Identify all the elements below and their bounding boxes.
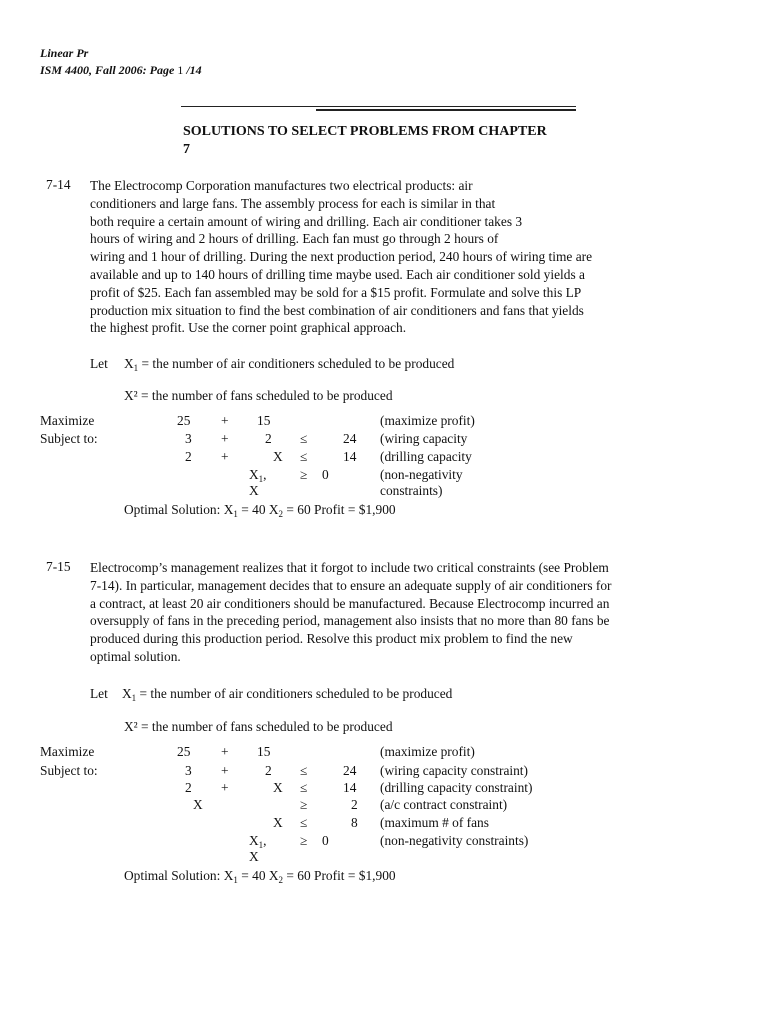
c3-comment-2: constraints) <box>380 483 443 498</box>
c2-coef-1: 2 <box>185 449 192 464</box>
c22-leq: ≤ <box>300 780 308 795</box>
x1-definition-2: $X_1$ = the number of air conditioners scheduled to be produced <box>122 686 453 703</box>
c21-coef-2: 2 <box>265 763 272 778</box>
let-prefix: Let <box>90 356 108 371</box>
obj-coef-1: 25 <box>177 413 191 428</box>
c3-var: $X_1$, <box>249 467 267 484</box>
obj-comment: (maximize profit) <box>380 413 475 428</box>
subject-to-label-2: Subject to: <box>40 763 98 778</box>
c23-comment: (a/c contract constraint) <box>380 797 508 812</box>
c3-comment: (non-negativity <box>380 467 463 482</box>
c25-var-2: X <box>249 849 259 864</box>
c25-rhs: 0 <box>322 833 329 848</box>
optimal-solution-7-15: Optimal Solution: $X_1 = 40$ $X_2 = 60$ Profit = $1,900 <box>124 868 396 885</box>
c22-rhs: 14 <box>343 780 357 795</box>
c2-plus: + <box>221 449 229 464</box>
c3-clip <box>240 465 500 498</box>
c22-coef-1: 2 <box>185 780 192 795</box>
problem-number-7-15: 7-15 <box>46 559 71 574</box>
maximize-label-2: Maximize <box>40 744 95 759</box>
obj2-plus: + <box>221 744 229 759</box>
c2-leq: ≤ <box>300 449 308 464</box>
c3-var-2: X <box>249 483 259 498</box>
obj2-comment: (maximize profit) <box>380 744 475 759</box>
c22-plus: + <box>221 780 229 795</box>
obj2-coef-2: 15 <box>257 744 271 759</box>
c3-rhs: 0 <box>322 467 329 482</box>
optimal-solution-7-14: Optimal Solution: $X_1 = 40$ $X_2 = 60$ Profit = $1,900 <box>124 502 396 519</box>
c3-geq: ≥ <box>300 467 308 482</box>
c1-rhs: 24 <box>343 431 357 446</box>
c25-clip <box>240 831 560 864</box>
problem-number-7-14: 7-14 <box>46 177 71 192</box>
c24-rhs: 8 <box>351 815 358 830</box>
title-rule-top <box>181 106 576 107</box>
subject-to-label: Subject to: <box>40 431 98 446</box>
c21-plus: + <box>221 763 229 778</box>
c24-comment: (maximum # of fans <box>380 815 489 830</box>
x2-definition-2: X² = the number of fans scheduled to be produced <box>124 719 393 734</box>
obj2-coef-1: 25 <box>177 744 191 759</box>
c25-geq: ≥ <box>300 833 308 848</box>
page-number: 1 <box>177 63 184 77</box>
c23-var: X <box>193 797 203 812</box>
running-header-title: Linear Pr <box>40 46 89 60</box>
x1-definition: $X_1$ = the number of air conditioners scheduled to be produced <box>124 356 455 373</box>
running-header-page: ISM 4400, Fall 2006: Page 1 /14 <box>40 63 202 77</box>
c2-var: X <box>273 449 283 464</box>
c1-coef-1: 3 <box>185 431 192 446</box>
c25-comment: (non-negativity constraints) <box>380 833 529 848</box>
c24-leq: ≤ <box>300 815 308 830</box>
c23-geq: ≥ <box>300 797 308 812</box>
c1-leq: ≤ <box>300 431 308 446</box>
c2-comment: (drilling capacity <box>380 449 472 464</box>
c21-rhs: 24 <box>343 763 357 778</box>
obj-coef-2: 15 <box>257 413 271 428</box>
c1-comment: (wiring capacity <box>380 431 468 446</box>
c21-coef-1: 3 <box>185 763 192 778</box>
page-title: SOLUTIONS TO SELECT PROBLEMS FROM CHAPTER 7 <box>183 124 547 157</box>
c24-var: X <box>273 815 283 830</box>
c2-rhs: 14 <box>343 449 357 464</box>
let-prefix-2: Let <box>90 686 108 701</box>
x2-definition: X² = the number of fans scheduled to be produced <box>124 388 393 403</box>
c1-coef-2: 2 <box>265 431 272 446</box>
c22-var: X <box>273 780 283 795</box>
c23-rhs: 2 <box>351 797 358 812</box>
c22-comment: (drilling capacity constraint) <box>380 780 533 795</box>
c1-plus: + <box>221 431 229 446</box>
problem-7-14-text: The Electrocomp Corporation manufactures two electrical products: air conditioners and large fans. The assembly process for each is similar in that both require a certain amount of wiring and drilling. Each air conditioner takes 3 hours of wiring and 2 hours of drilling. Each fan must go through 2 hours of wiring and 1 hour of drilling. During the next production period, 240 hours of wiring time are available and up to 140 hours of drilling time maybe used. Each air conditioner sold yields a profit of $25. Each fan assembled may be sold for a $15 profit. Formulate and solve this LP production mix situation to find the best combination of air conditioners and fans that yields the highest profit. Use the corner point graphical approach. <box>90 178 593 336</box>
maximize-label: Maximize <box>40 413 95 428</box>
c21-comment: (wiring capacity constraint) <box>380 763 528 778</box>
title-rule-bottom <box>316 109 576 111</box>
c25-var: $X_1$, <box>249 833 267 850</box>
c21-leq: ≤ <box>300 763 308 778</box>
obj-plus: + <box>221 413 229 428</box>
problem-7-15-text: Electrocomp’s management realizes that it forgot to include two critical constraints (see Problem 7-14). In particular, management decides that to ensure an adequate supply of air conditioners for a contract, at least 20 air conditioners should be manufactured. Because Electrocomp incurred an oversupply of fans in the preceding period, management also insists that no more than 80 fans be produced during this production period. Resolve this product mix problem to find the new optimal solution. <box>90 560 612 664</box>
